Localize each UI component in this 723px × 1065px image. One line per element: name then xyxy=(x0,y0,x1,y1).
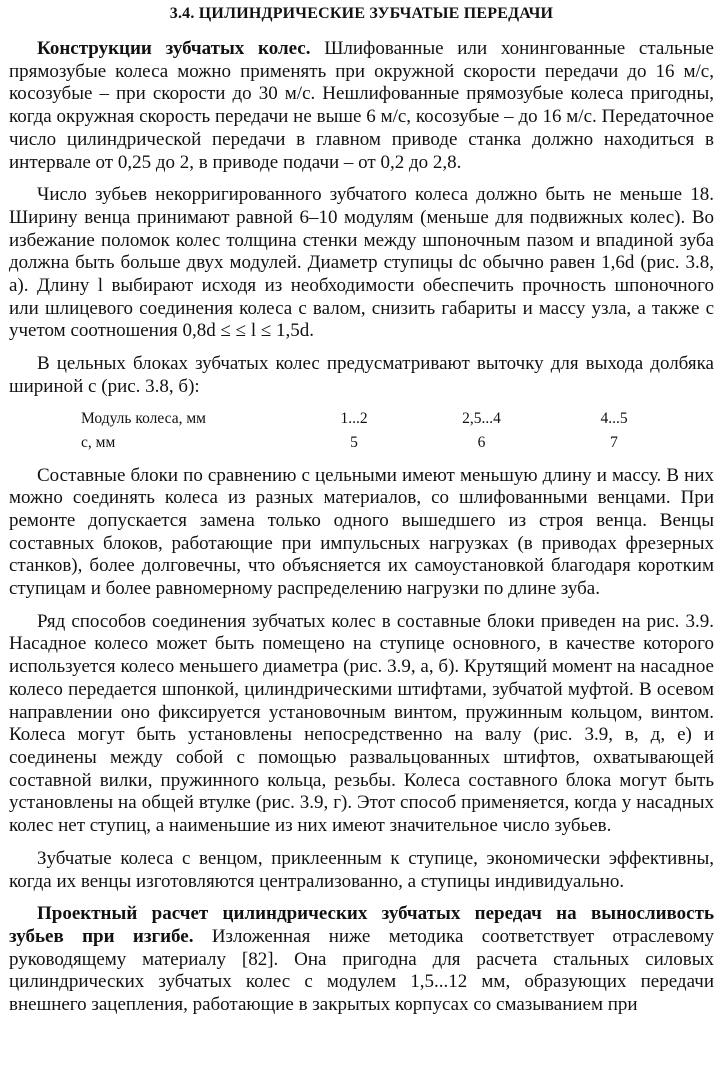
table-cell: 1...2 xyxy=(340,409,368,427)
table-row-label: c, мм xyxy=(81,433,116,451)
table-cell: 2,5...4 xyxy=(462,409,501,427)
paragraph-solid-blocks: В цельных блоках зубчатых колес предусматривают выточку для выхода долбяка шириной c (рис. 3.8, б): xyxy=(9,353,714,397)
paragraph-gear-design xyxy=(9,38,714,174)
paragraph-text: Изложенная ниже методика соответствует отраслевому руководящему материалу [82]. Она пригодна для расчета стальных силовых цилиндрических зубчатых колес с модулем 1,5...12 мм, образующих передачи внешнего зацепления, работающие в закрытых корпусах со смазыванием при xyxy=(9,925,714,1016)
paragraph-glued-rims: Зубчатые колеса с венцом, приклеенным к ступице, экономически эффективны, когда их венцы изготовляются централизованно, а ступицы индивидуально. xyxy=(9,847,714,892)
table-row-label: Модуль колеса, мм xyxy=(81,409,206,427)
table-cell: 5 xyxy=(350,433,358,451)
table-cell: 6 xyxy=(477,433,486,451)
paragraph-text: Шлифованные или хонингованные стальные прямозубые колеса можно применять при окружной скорости передачи до 16 м/с, косозубые – при скорости до 30 м/с. Нешлифованные прямозубые колеса пригодны, когда окружная скорость передачи не выше 6 м/с, косозубые – до 16 м/с. Передаточное число цилиндрической передачи в главном приводе станка должно находиться в интервале от 0,25 до 2, в приводе подачи – от 0,2 до 2,8. xyxy=(9,38,714,173)
module-groove-table xyxy=(9,407,714,455)
table-row xyxy=(9,407,714,431)
paragraph-design-calculation xyxy=(9,903,714,1017)
section-heading: 3.4. ЦИЛИНДРИЧЕСКИЕ ЗУБЧАТЫЕ ПЕРЕДАЧИ xyxy=(169,5,554,22)
paragraph-composite-blocks: Составные блоки по сравнению с цельными имеют меньшую длину и массу. В них можно соединять колеса из разных материалов, со шлифованными венцами. При ремонте допускается замена только одного вышедшего из строя венца. Венцы составных блоков, работающие при импульсных нагрузках (в приводах фрезерных станков), более долговечны, что объясняется их самоустановкой благодаря коротким ступицам и более равномерному распределению нагрузки по длине зуба. xyxy=(9,464,714,600)
paragraph-teeth-count: Число зубьев некорригированного зубчатого колеса должно быть не меньше 18. Ширину венца принимают равной 6–10 модулям (меньше для подвижных колес). Во избежание поломок колес толщина стенки между шпоночным пазом и впадиной зуба должна быть больше двух модулей. Диаметр ступицы dс обычно равен 1,6d (рис. 3.8, а). Длину l выбирают исходя из необходимости обеспечить прочность шпоночного или шлицевого соединения колеса с валом, снизить габариты и массу узла, а также с учетом соотношения 0,8d ≤ ≤ l ≤ 1,5d. xyxy=(9,184,714,342)
paragraph-lead: Проектный расчет цилиндрических зубчатых передач на выносливость зубьев при изгибе. xyxy=(9,903,714,947)
table-cell: 4...5 xyxy=(600,409,628,427)
table-cell: 7 xyxy=(610,433,618,451)
paragraph-joining-methods: Ряд способов соединения зубчатых колес в составные блоки приведен на рис. 3.9. Насадное колесо может быть помещено на ступице основного, в качестве которого используется колесо меньшего диаметра (рис. 3.9, а, б). Крутящий момент на насадное колесо передается шпонкой, цилиндрическими штифтами, зубчатой муфтой. В осевом направлении оно фиксируется установочным винтом, пружинным кольцом, винтом. Колеса могут быть установлены непосредственно на валу (рис. 3.9, в, д, е) и соединены между собой с помощью развальцованных штифтов, охватывающей составной вилки, пружинного кольца, резьбы. Колеса составного блока могут быть установлены на общей втулке (рис. 3.9, г). Этот способ применяется, когда у насадных колес нет ступиц, а наименьшие из них имеют значительное число зубьев. xyxy=(9,610,714,837)
table-row xyxy=(9,431,714,455)
paragraph-lead: Конструкции зубчатых колес. xyxy=(37,38,311,59)
